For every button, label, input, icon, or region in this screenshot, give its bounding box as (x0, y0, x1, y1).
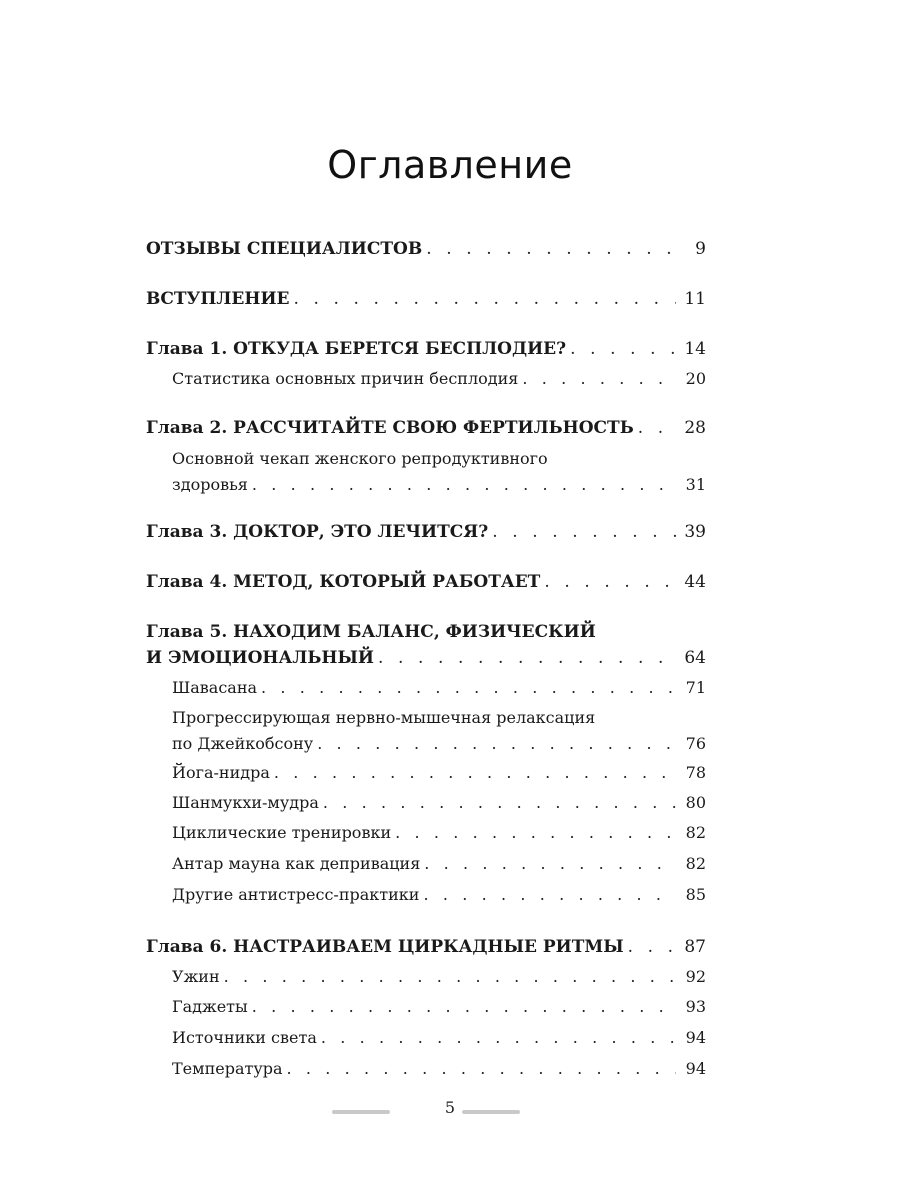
dot-leader (426, 236, 676, 262)
toc-entry-title-line: Глава 5. НАХОДИМ БАЛАНС, ФИЗИЧЕСКИЙ (146, 622, 596, 642)
toc-page-number: 82 (685, 823, 706, 842)
toc-page-number: 94 (685, 1059, 706, 1078)
toc-page-number: 78 (685, 763, 706, 782)
toc-entry-chapter-6 (146, 934, 706, 960)
dot-leader (544, 569, 676, 595)
toc-entry-title: Статистика основных причин бесплодия (172, 369, 519, 388)
page-title: Оглавление (327, 143, 573, 188)
toc-page-number: 44 (684, 572, 706, 592)
toc-page-number: 28 (684, 418, 706, 438)
toc-entry-title: Глава 4. МЕТОД, КОТОРЫЙ РАБОТАЕТ (146, 572, 541, 592)
toc-subentry (172, 882, 706, 908)
page-footer (0, 1098, 900, 1122)
toc-subentry (172, 851, 706, 877)
toc-page-number: 20 (685, 369, 706, 388)
page-number: 5 (444, 1098, 456, 1117)
toc-page-number: 80 (685, 793, 706, 812)
toc-subentry (172, 366, 706, 392)
toc-entry-chapter-4 (146, 569, 706, 595)
dot-leader (570, 336, 676, 362)
toc-page-number: 92 (685, 967, 706, 986)
dot-leader (293, 286, 676, 312)
toc-entry-title: Глава 3. ДОКТОР, ЭТО ЛЕЧИТСЯ? (146, 522, 489, 542)
dot-leader (321, 1025, 676, 1051)
toc-page-number: 39 (684, 522, 706, 542)
dot-leader (423, 882, 676, 908)
toc-entry-title: И ЭМОЦИОНАЛЬНЫЙ (146, 648, 374, 668)
dot-leader (628, 934, 676, 960)
toc-page-number: 87 (684, 937, 706, 957)
toc-entry-chapter-1 (146, 336, 706, 362)
dot-leader (287, 1056, 676, 1082)
toc-subentry (172, 790, 706, 816)
toc-subentry (172, 964, 706, 990)
dot-leader (638, 415, 676, 441)
toc-entry-title: по Джейкобсону (172, 734, 314, 753)
dot-leader (492, 519, 676, 545)
dot-leader (317, 731, 676, 757)
toc-subentry (172, 1056, 706, 1082)
toc-entry-chapter-2 (146, 415, 706, 441)
toc-entry-introduction (146, 286, 706, 312)
toc-entry-title: ОТЗЫВЫ СПЕЦИАЛИСТОВ (146, 239, 423, 259)
toc-entry-title: Йога-нидра (172, 763, 270, 782)
toc-page-number: 82 (685, 854, 706, 873)
toc-subentry (172, 994, 706, 1020)
dot-leader (274, 760, 676, 786)
toc-page-number: 9 (695, 239, 706, 259)
dot-leader (252, 472, 676, 498)
toc-page-number: 76 (685, 734, 706, 753)
toc-subentry (172, 705, 706, 757)
toc-subentry (172, 760, 706, 786)
dot-leader (252, 994, 676, 1020)
toc-page-number: 11 (684, 289, 706, 309)
toc-entry-title: Шавасана (172, 678, 258, 697)
toc-entry-chapter-5 (146, 619, 706, 671)
dot-leader (323, 790, 676, 816)
dot-leader (424, 851, 676, 877)
toc-entry-title: Источники света (172, 1028, 317, 1047)
toc-entry-title: Антар мауна как депривация (172, 854, 421, 873)
dot-leader (378, 645, 676, 671)
dot-leader (522, 366, 676, 392)
dot-leader (224, 964, 676, 990)
toc-entry-title: Циклические тренировки (172, 823, 392, 842)
toc-subentry (172, 675, 706, 701)
toc-page-number: 94 (685, 1028, 706, 1047)
footer-rule-right (462, 1110, 520, 1114)
dot-leader (395, 820, 676, 846)
toc-entry-title: Температура (172, 1059, 283, 1078)
toc-page-number: 14 (684, 339, 706, 359)
toc-entry-title: Глава 6. НАСТРАИВАЕМ ЦИРКАДНЫЕ РИТМЫ (146, 937, 624, 957)
toc-entry-title: Другие антистресс-практики (172, 885, 420, 904)
toc-subentry (172, 820, 706, 846)
toc-page-number: 31 (685, 475, 706, 494)
toc-page-number: 85 (685, 885, 706, 904)
dot-leader (261, 675, 676, 701)
toc-subentry (172, 1025, 706, 1051)
toc-entry-chapter-3 (146, 519, 706, 545)
toc-page-number: 64 (684, 648, 706, 668)
toc-entry-title-line: Прогрессирующая нервно-мышечная релаксация (172, 708, 596, 727)
toc-entry-title: здоровья (172, 475, 248, 494)
toc-entry-title: Ужин (172, 967, 220, 986)
toc-entry-title: Глава 1. ОТКУДА БЕРЕТСЯ БЕСПЛОДИЕ? (146, 339, 567, 359)
toc-entry-reviews (146, 236, 706, 262)
toc-entry-title-line: Основной чекап женского репродуктивного (172, 449, 548, 468)
toc-entry-title: Шанмукхи-мудра (172, 793, 319, 812)
toc-subentry (172, 446, 706, 498)
toc-page-number: 71 (685, 678, 706, 697)
toc-entry-title: Глава 2. РАССЧИТАЙТЕ СВОЮ ФЕРТИЛЬНОСТЬ (146, 418, 634, 438)
toc-entry-title: Гаджеты (172, 997, 248, 1016)
toc-entry-title: ВСТУПЛЕНИЕ (146, 289, 290, 309)
toc-page-number: 93 (685, 997, 706, 1016)
